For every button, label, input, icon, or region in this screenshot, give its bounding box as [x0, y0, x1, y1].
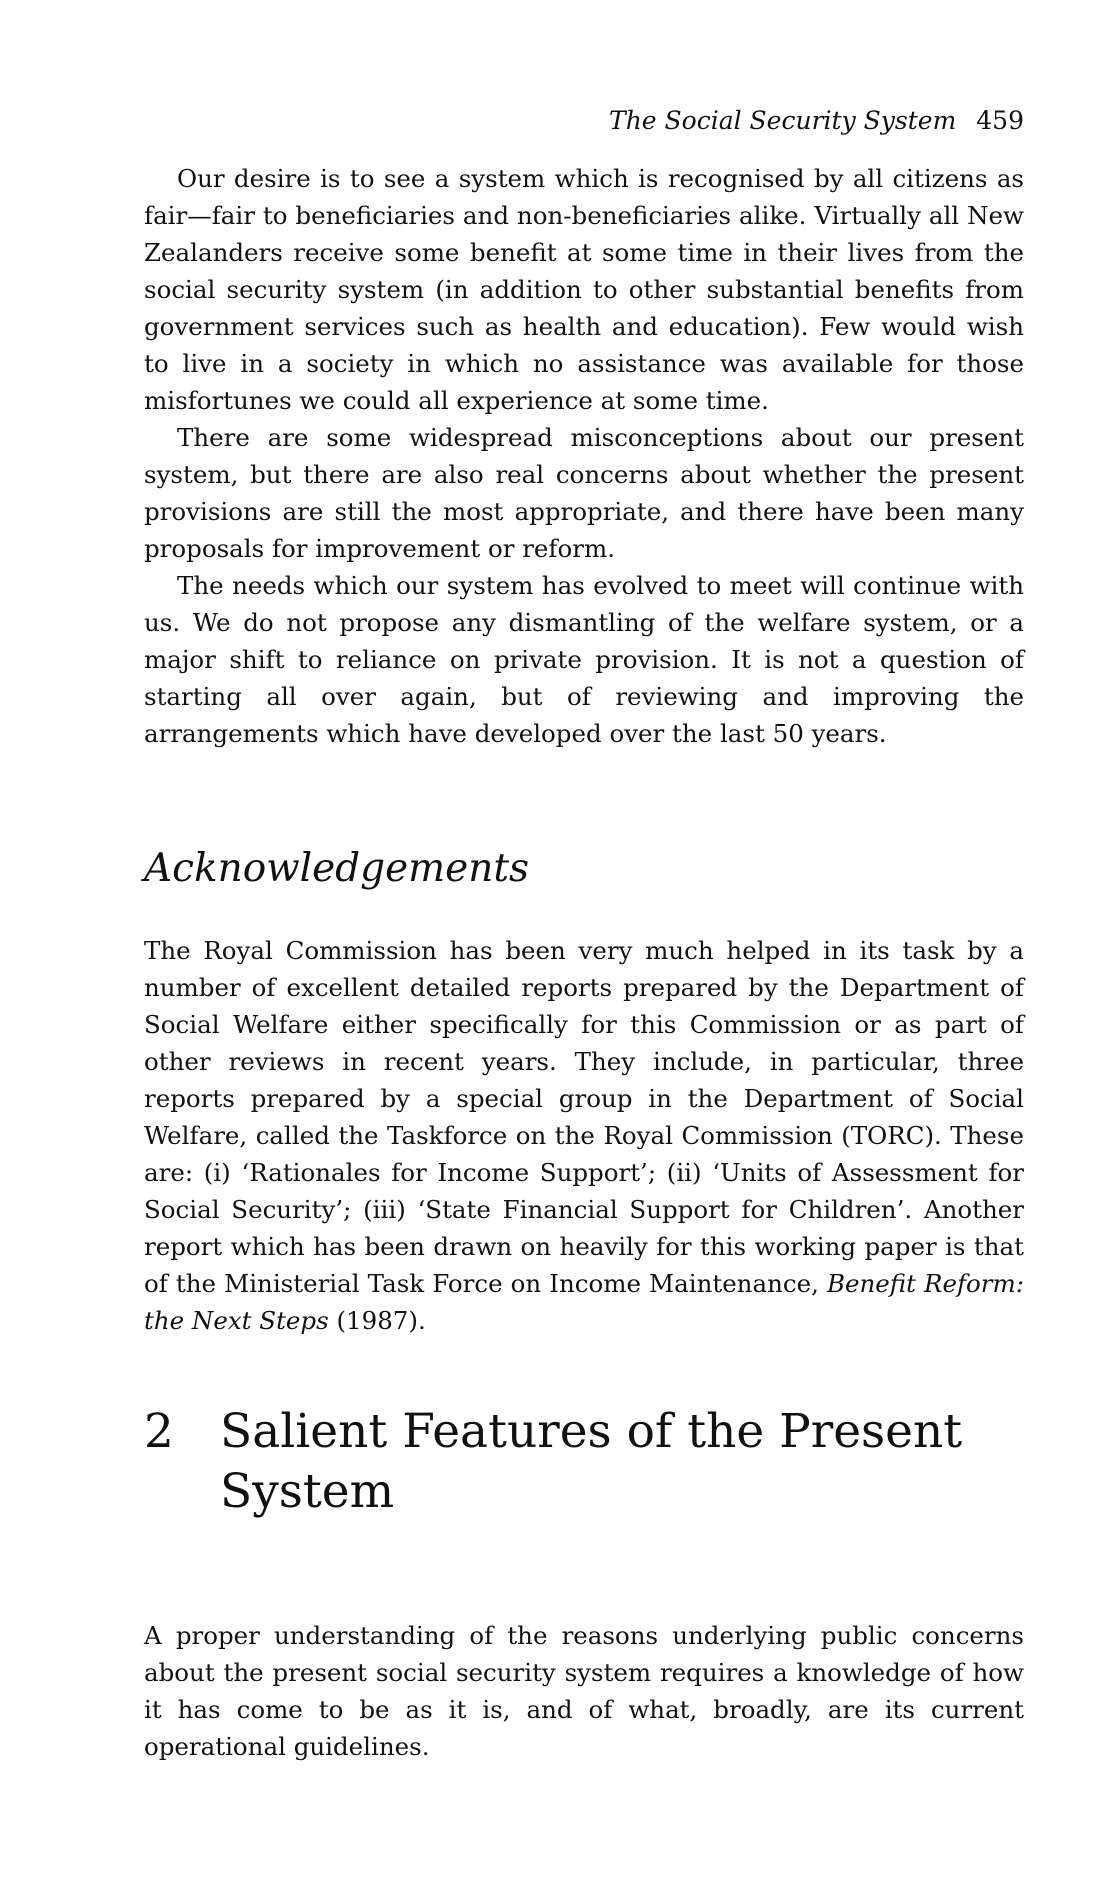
chapter-number: 2: [144, 1404, 174, 1459]
chapter-title: Salient Features of the Present System: [220, 1404, 963, 1519]
chapter-heading: [144, 1402, 1024, 1522]
chapter-paragraph: A proper understanding of the reasons underlying public concerns about the present social security system requires a knowledge of how it has come to be as it is, and of what, broadly, are its current operational guidelines.: [144, 1621, 1024, 1761]
intro-text: [144, 160, 1024, 752]
acknowledgements-paragraph: [144, 932, 1024, 1339]
intro-paragraph-3: The needs which our system has evolved to meet will continue with us. We do not propose any dismantling of the welfare system, or a major shift to reliance on private provision. It is not a question of starting all over again, but of reviewing and improving the arrangements which have developed over the last 50 years.: [144, 571, 1024, 748]
running-head: [144, 106, 1024, 136]
running-head-title: The Social Security System: [609, 106, 957, 135]
acknowledgements-heading: Acknowledgements: [144, 846, 530, 891]
intro-paragraph-2: There are some widespread misconceptions about our present system, but there are also real concerns about whether the present provisions are still the most appropriate, and there have been many proposals for improvement or reform.: [144, 423, 1024, 563]
intro-paragraph-1: Our desire is to see a system which is recognised by all citizens as fair—fair to beneficiaries and non-beneficiaries alike. Virtually all New Zealanders receive some benefit at some time in their lives from the social security system (in addition to other substantial benefits from government services such as health and education). Few would wish to live in a society in which no assistance was available for those misfortunes we could all experience at some time.: [144, 164, 1024, 415]
acknowledgements-body: The Royal Commission has been very much helped in its task by a number of excellent detailed reports prepared by the Department of Social Welfare either specifically for this Commission or as part of other reviews in recent years. They include, in particular, three reports prepared by a special group in the Department of Social Welfare, called the Taskforce on the Royal Commission (TORC). These are: (i) ‘Rationales for Income Support’; (ii) ‘Units of Assessment for Social Security’; (iii) ‘State Financial Support for Children’. Another report which has been drawn on heavily for this working paper is that of the Ministerial Task Force on Income Maintenance,: [144, 936, 1024, 1298]
citation-title: Benefit Reform: the Next Steps: [144, 1269, 1024, 1335]
chapter-text: [144, 1617, 1024, 1765]
page-number: 459: [976, 106, 1024, 135]
acknowledgements-text: [144, 932, 1024, 1339]
citation-year: (1987).: [336, 1306, 426, 1335]
